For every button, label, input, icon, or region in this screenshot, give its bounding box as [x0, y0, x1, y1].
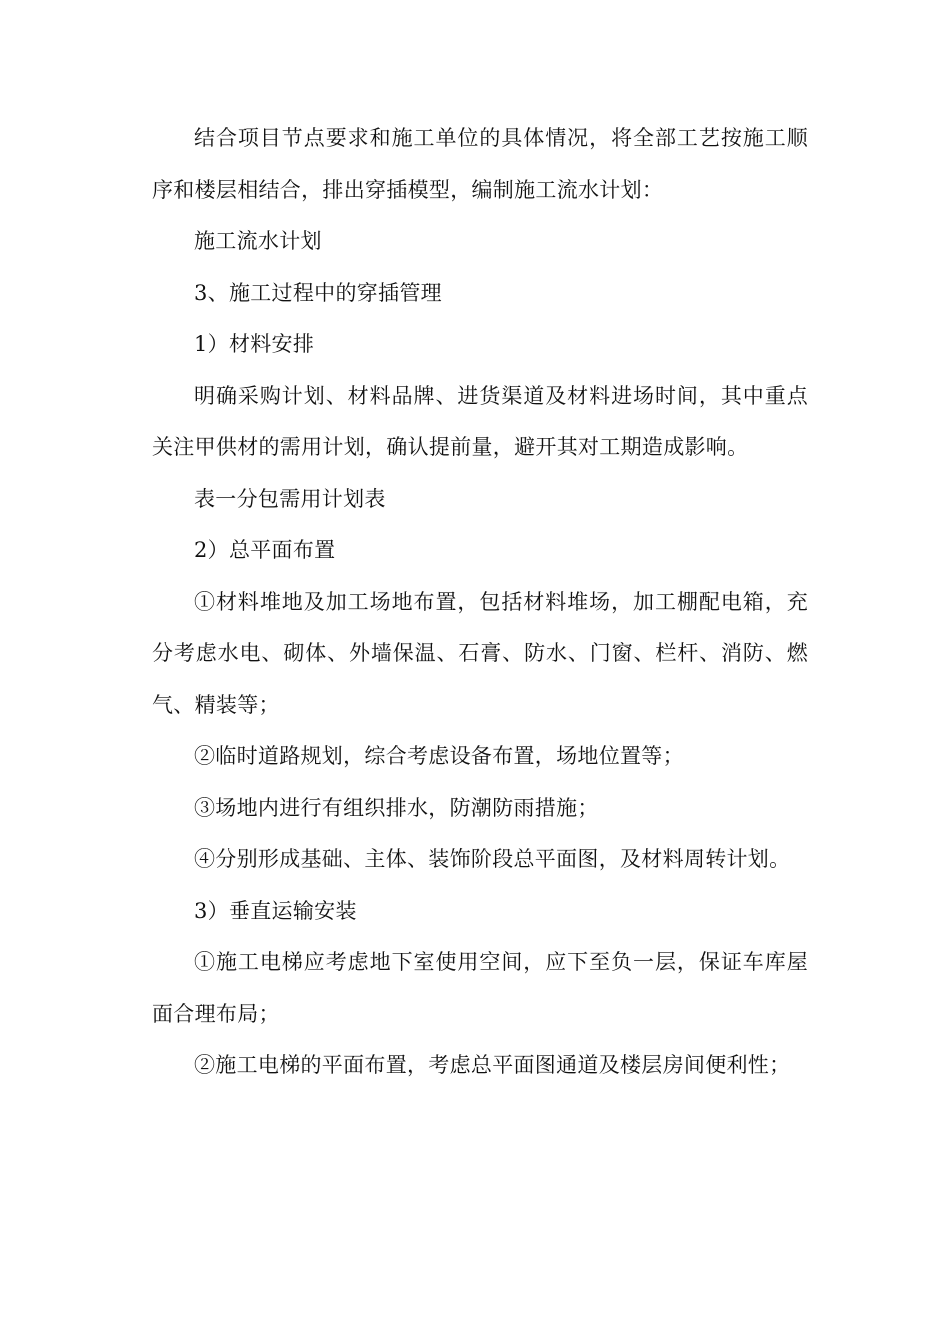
subsection-heading-vertical-transport: 3）垂直运输安装 [194, 898, 357, 923]
list-item-transport-1: ①施工电梯应考虑地下室使用空间，应下至负一层，保证车库屋面合理布局； [152, 950, 808, 1026]
subsection-heading-layout: 2）总平面布置 [194, 538, 336, 562]
list-item-layout-3: ③场地内进行有组织排水，防潮防雨措施； [194, 795, 599, 820]
list-item-layout-2: ②临时道路规划，综合考虑设备布置，场地位置等； [194, 744, 684, 768]
paragraph-materials: 明确采购计划、材料品牌、进货渠道及材料进场时间，其中重点关注甲供材的需用计划，确认提前量，避开其对工期造成影响。 [152, 383, 808, 459]
paragraph-intro: 结合项目节点要求和施工单位的具体情况，将全部工艺按施工顺序和楼层相结合，排出穿插模型，编制施工流水计划： [152, 126, 808, 202]
paragraph-flow-plan-title: 施工流水计划 [194, 229, 322, 253]
list-item-layout-4: ④分别形成基础、主体、装饰阶段总平面图，及材料周转计划。 [194, 847, 791, 871]
table-caption: 表一分包需用计划表 [194, 486, 386, 511]
list-item-layout-1: ①材料堆地及加工场地布置，包括材料堆场，加工棚配电箱，充分考虑水电、砌体、外墙保温、石膏、防水、门窗、栏杆、消防、燃气、精装等； [152, 589, 808, 717]
subsection-heading-materials: 1）材料安排 [194, 332, 315, 356]
document-body [152, 113, 808, 1092]
section-heading-3: 3、施工过程中的穿插管理 [194, 280, 442, 305]
list-item-transport-2: ②施工电梯的平面布置，考虑总平面图通道及楼层房间便利性； [194, 1053, 791, 1077]
